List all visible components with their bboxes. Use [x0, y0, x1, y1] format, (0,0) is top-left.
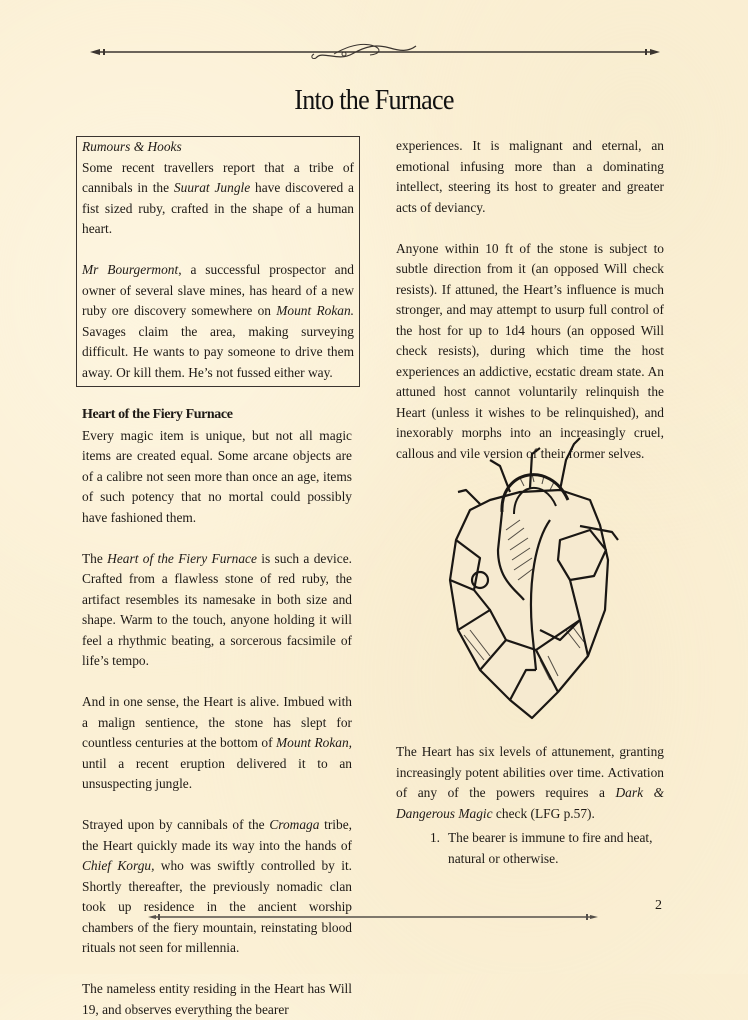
attunement-levels-list	[396, 828, 664, 869]
bottom-divider	[148, 910, 598, 924]
tribe-name-cromaga: Cromaga	[269, 817, 320, 832]
npc-name-bourgermont: Mr Bourgermont	[82, 262, 179, 277]
rule-name-dark-dangerous-magic: Dark & Dangerous Magic	[396, 785, 664, 821]
body-paragraph-6: experiences. It is malignant and eternal, an emotional infusing more than a dominating intellect, steering its host to greater and greater acts of deviancy.	[396, 138, 664, 215]
page-number: 2	[655, 898, 662, 913]
page-title: Into the Furnace	[294, 84, 454, 116]
list-item-number: 1.	[429, 830, 440, 845]
right-column-lower	[396, 742, 664, 824]
hook-paragraph-2: Mr Bourgermont, a successful prospector and owner of several slave mines, has heard of a new ruby ore discovery somewhere on Mount Rokan. Savages claim the area, making surveying difficult. He wants to pay someone to drive them away. Or kill them. He’s not fussed either way.	[82, 262, 355, 380]
rumours-hooks-box	[76, 136, 360, 387]
item-name: Heart of the Fiery Furnace	[107, 550, 257, 566]
anatomical-heart-illustration	[440, 430, 620, 720]
section-heading: Heart of the Fiery Furnace	[82, 407, 233, 422]
right-column	[396, 136, 664, 464]
body-paragraph-4: Strayed upon by cannibals of the Cromaga tribe, the Heart quickly made its way into the hands of Chief Korgu, who was swiftly controlled by it. Shortly thereafter, the previously nomadic clan took up residence in the ancient worship chambers of the fiery mountain, reinstating blood rituals not seen for millennia.	[82, 817, 353, 955]
body-paragraph-7: Anyone within 10 ft of the stone is subject to subtle direction from it (an opposed Will check resists). If attuned, the Heart’s influence is much stronger, and may attempt to usurp full control of the host for up to 1d4 hours (an opposed Will check resists), during which time the host experiences an addictive, ecstatic dream state. An attuned host cannot voluntarily relinquish the Heart (unless it wishes to be relinquished), and inexorably morphs into an increasingly cruel, callous and vile version of their former selves.	[396, 240, 664, 461]
npc-name-korgu: Chief Korgu,	[82, 858, 155, 873]
list-item	[396, 828, 664, 869]
body-paragraph-8: The Heart has six levels of attunement, granting increasingly potent abilities over time. Activation of any of the powers requires a Dark & Dangerous Magic check (LFG p.57).	[396, 744, 664, 821]
place-name-mount-rokan: Mount Rokan,	[276, 735, 353, 750]
place-name-suurat-jungle: Suurat Jungle	[173, 180, 251, 195]
body-paragraph-5: The nameless entity residing in the Heart has Will 19, and observes everything the bearer	[82, 981, 352, 1017]
place-name-mount-rokan: Mount Rokan.	[276, 303, 355, 318]
body-paragraph-1: Every magic item is unique, but not all magic items are created equal. Some arcane objects are of a calibre not seen more than once an age, items of such potency that no mortal could possibly have fashioned them.	[82, 427, 352, 525]
left-column	[82, 136, 355, 1020]
body-paragraph-3: And in one sense, the Heart is alive. Imbued with a malign sentience, the stone has slept for countless centuries at the bottom of Mount Rokan, until a recent eruption delivered it to an unsuspecting jungle.	[82, 694, 353, 791]
rumours-hooks-title: Rumours & Hooks	[82, 139, 182, 154]
hook-paragraph-1: Some recent travellers report that a tribe of cannibals in the Suurat Jungle have discovered a fist sized ruby, crafted in the shape of a human heart.	[82, 159, 354, 236]
top-flourish-divider	[90, 40, 660, 64]
body-paragraph-2: The Heart of the Fiery Furnace is such a device. Crafted from a flawless stone of red ruby, the artifact resembles its namesake in both size and shape. Warm to the touch, anyone holding it will feel a rhythmic beating, a sorcerous facsimile of life’s tempo.	[82, 550, 352, 668]
list-item-text: The bearer is immune to fire and heat, natural or otherwise.	[448, 830, 653, 866]
